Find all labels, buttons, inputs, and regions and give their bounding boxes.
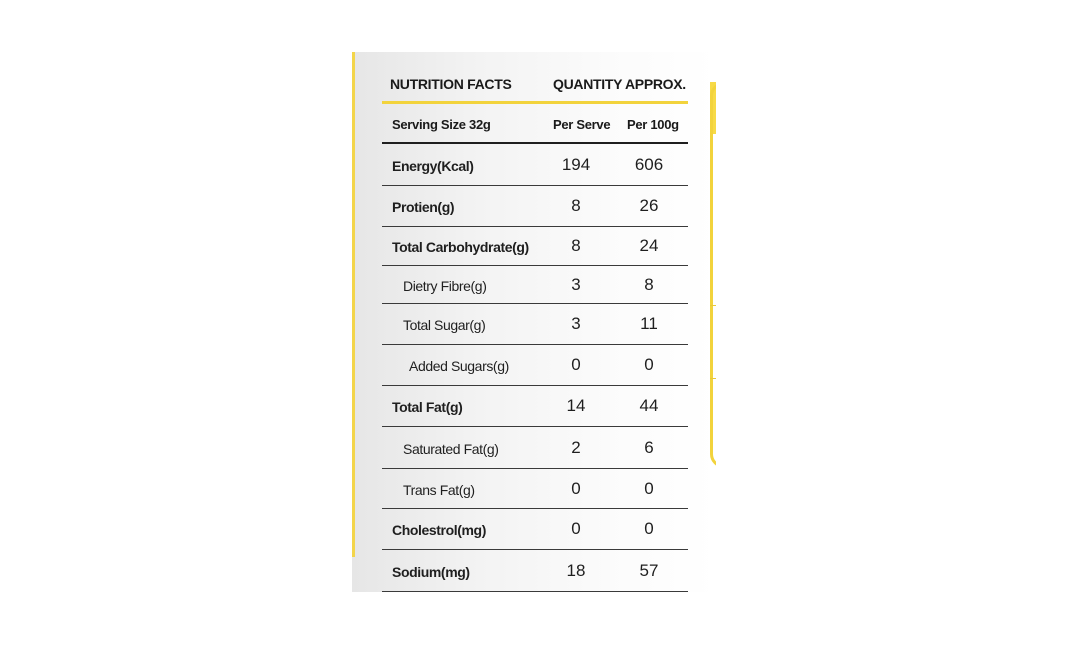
column-header-row	[382, 104, 688, 144]
per-serve-value: 8	[571, 236, 581, 255]
per-serve-value: 0	[571, 479, 581, 498]
per-serve-column-header: Per Serve	[553, 117, 611, 132]
nutrient-row-total-sugar-g	[382, 304, 688, 345]
nutrient-label: Sodium(mg)	[392, 564, 470, 580]
per-serve-value: 194	[561, 155, 591, 174]
per-100g-column-header: Per 100g	[627, 117, 679, 132]
per-serve-value: 14	[566, 396, 586, 415]
per-serve-value: 3	[571, 314, 581, 333]
per-100g-value: 0	[644, 519, 654, 538]
nutrient-row-protien-g	[382, 186, 688, 227]
per-serve-value: 2	[571, 438, 581, 457]
per-serve-value: 0	[571, 355, 581, 374]
nutrient-row-saturated-fat-g	[382, 427, 688, 469]
nutrient-label: Added Sugars(g)	[409, 358, 509, 374]
per-100g-value: 44	[639, 396, 659, 415]
per-100g-value: 11	[640, 314, 658, 333]
nutrient-label: Total Fat(g)	[392, 399, 463, 415]
nutrient-row-trans-fat-g	[382, 469, 688, 509]
per-100g-value: 26	[639, 196, 659, 215]
nutrient-label: Total Sugar(g)	[403, 317, 486, 333]
nutrition-facts-table	[382, 52, 688, 592]
nutrient-rows	[382, 144, 688, 592]
nutrient-row-sodium-mg	[382, 550, 688, 592]
per-100g-value: 0	[644, 479, 654, 498]
nutrient-row-added-sugars-g	[382, 345, 688, 386]
nutrient-row-cholestrol-mg	[382, 509, 688, 550]
package-side-divider	[710, 378, 716, 379]
quantity-heading: QUANTITY APPROX.	[553, 76, 686, 92]
nutrient-label: Trans Fat(g)	[403, 482, 475, 498]
table-title: NUTRITION FACTS	[390, 76, 512, 92]
nutrient-label: Dietry Fibre(g)	[403, 278, 487, 294]
per-serve-value: 18	[566, 561, 586, 580]
per-100g-value: 0	[644, 355, 654, 374]
serving-size-label: Serving Size 32g	[392, 117, 491, 132]
per-100g-value: 57	[639, 561, 659, 580]
package-side-divider	[710, 305, 716, 306]
per-serve-value: 3	[571, 275, 581, 294]
nutrient-label: Cholestrol(mg)	[392, 522, 486, 538]
per-100g-value: 24	[639, 236, 659, 255]
nutrient-row-energy-kcal	[382, 144, 688, 186]
nutrient-row-dietry-fibre-g	[382, 266, 688, 304]
package-side-panel	[710, 82, 716, 468]
per-serve-value: 0	[571, 519, 581, 538]
nutrient-label: Saturated Fat(g)	[403, 441, 499, 457]
per-100g-value: 8	[644, 275, 654, 294]
nutrient-label: Protien(g)	[392, 199, 455, 215]
nutrient-row-total-carbohydrate-g	[382, 227, 688, 266]
package-yellow-edge	[352, 52, 355, 557]
per-100g-value: 606	[634, 155, 664, 174]
nutrient-label: Energy(Kcal)	[392, 158, 474, 174]
per-serve-value: 8	[571, 196, 581, 215]
table-header	[382, 52, 688, 104]
nutrient-label: Total Carbohydrate(g)	[392, 239, 529, 255]
per-100g-value: 6	[644, 438, 654, 457]
nutrient-row-total-fat-g	[382, 386, 688, 427]
